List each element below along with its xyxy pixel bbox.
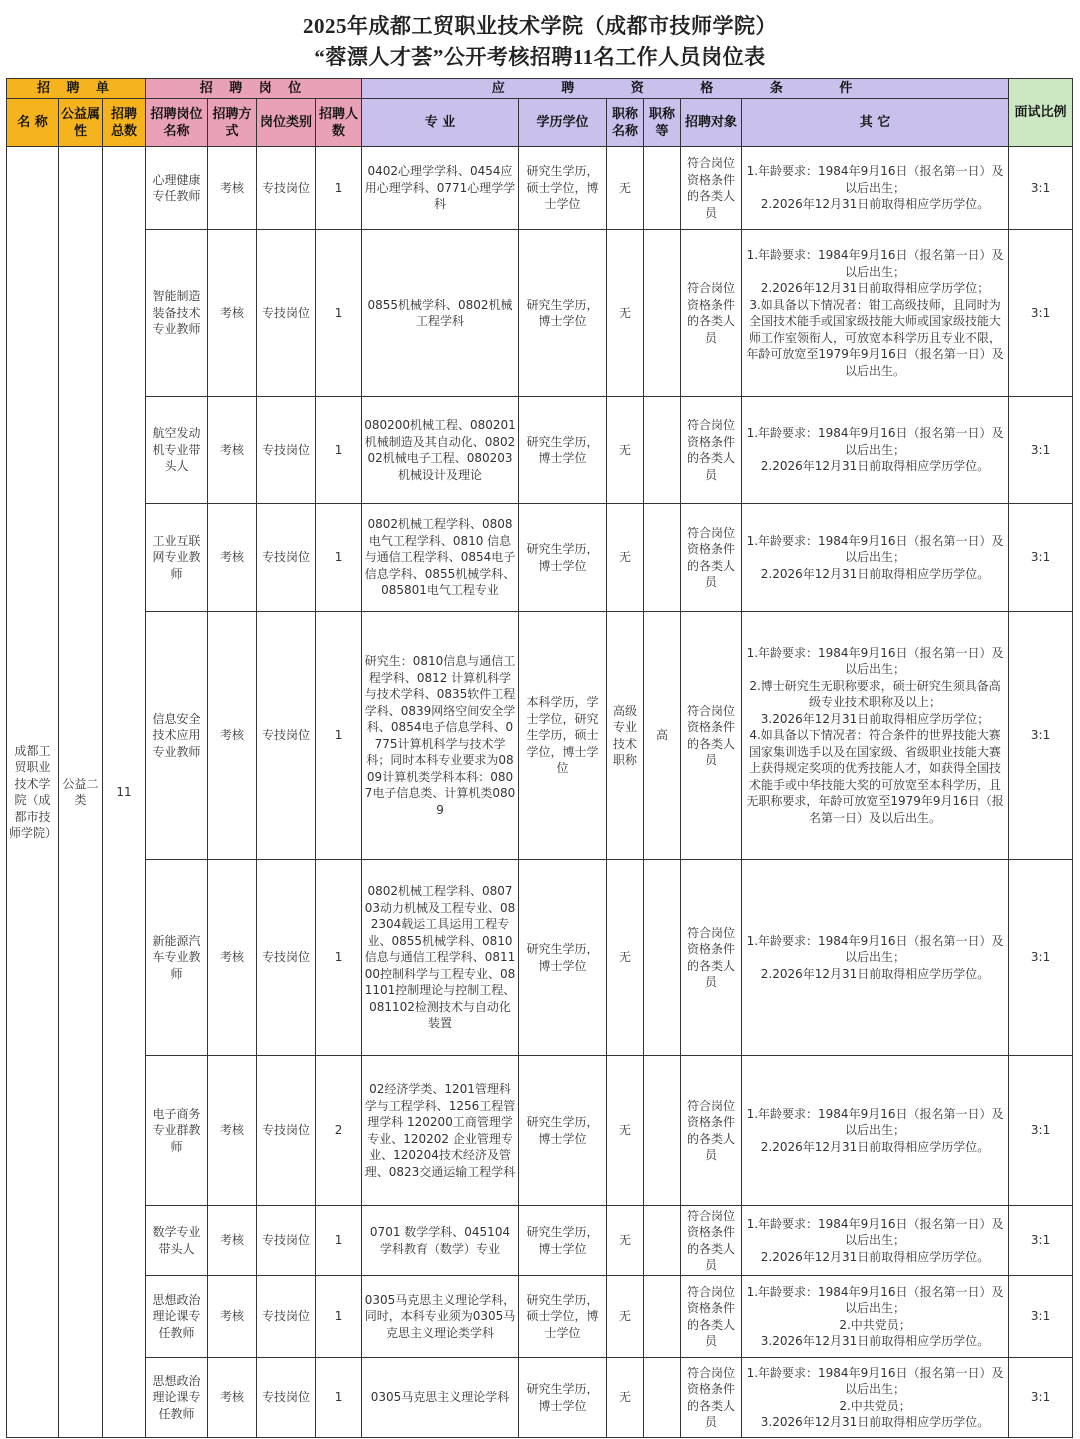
page-title	[0, 0, 1080, 78]
recruit-count: 1	[316, 147, 362, 230]
interview-ratio: 3:1	[1009, 1276, 1073, 1358]
requirement-item: 2.2026年12月31日前取得相应学历学位。	[760, 566, 990, 581]
title-level	[644, 1358, 681, 1438]
other-requirements	[742, 1206, 1009, 1276]
post-name: 新能源汽车专业教师	[146, 860, 208, 1056]
header-nature: 公益属性	[59, 99, 103, 147]
requirement-item: 1.年龄要求：1984年9月16日（报名第一日）及以后出生；	[746, 533, 1004, 565]
requirement-item: 1.年龄要求：1984年9月16日（报名第一日）及以后出生；	[746, 1284, 1004, 1315]
requirement-item: 1.年龄要求：1984年9月16日（报名第一日）及以后出生；	[746, 933, 1004, 965]
post-category: 专技岗位	[257, 860, 316, 1056]
degree-requirement: 本科学历，学士学位，研究生学历，硕士学位，博士学位	[519, 612, 607, 860]
header-count: 招聘人数	[316, 99, 362, 147]
title-name: 高级专业技术职称	[607, 612, 644, 860]
major-requirement: 0802机械工程学科、080703动力机械及工程专业、082304载运工具运用工程专业、0855机械学科、0810信息与通信工程学科、081100控制科学与工程专业、081101控制理论与控制工程、081102检测技术与自动化装置	[362, 860, 519, 1056]
degree-requirement: 研究生学历，博士学位	[519, 1358, 607, 1438]
recruit-method: 考核	[208, 397, 257, 504]
title-name: 无	[607, 230, 644, 397]
major-requirement: 0305马克思主义理论学科，同时，本科专业须为0305马克思主义理论类学科	[362, 1276, 519, 1358]
post-category: 专技岗位	[257, 147, 316, 230]
post-name: 心理健康专任教师	[146, 147, 208, 230]
title-level	[644, 147, 681, 230]
title-name: 无	[607, 1276, 644, 1358]
header-post-name: 招聘岗位名称	[146, 99, 208, 147]
requirement-item: 2.2026年12月31日前取得相应学历学位。	[760, 459, 990, 474]
group-header-post: 招 聘 岗 位	[146, 79, 362, 99]
title-name: 无	[607, 147, 644, 230]
post-name: 数学专业带头人	[146, 1206, 208, 1276]
requirement-item: 1.年龄要求：1984年9月16日（报名第一日）及以后出生；	[746, 1365, 1004, 1396]
requirement-item: 1.年龄要求：1984年9月16日（报名第一日）及以后出生；	[746, 248, 1004, 279]
post-category: 专技岗位	[257, 397, 316, 504]
degree-requirement: 研究生学历，博士学位	[519, 230, 607, 397]
header-title-name: 职称名称	[607, 99, 644, 147]
requirement-item: 2.2026年12月31日前取得相应学历学位。	[760, 1249, 990, 1264]
recruit-target: 符合岗位资格条件的各类人员	[681, 1056, 742, 1206]
recruit-count: 1	[316, 612, 362, 860]
interview-ratio: 3:1	[1009, 1056, 1073, 1206]
degree-requirement: 研究生学历，博士学位	[519, 1056, 607, 1206]
unit-total: 11	[103, 147, 146, 1438]
other-requirements	[742, 612, 1009, 860]
unit-nature: 公益二类	[59, 147, 103, 1438]
other-requirements	[742, 1358, 1009, 1438]
post-name: 工业互联网专业教师	[146, 504, 208, 612]
degree-requirement: 研究生学历，硕士学位，博士学位	[519, 147, 607, 230]
other-requirements	[742, 397, 1009, 504]
interview-ratio: 3:1	[1009, 147, 1073, 230]
interview-ratio: 3:1	[1009, 1358, 1073, 1438]
major-requirement: 0305马克思主义理论学科	[362, 1358, 519, 1438]
major-requirement: 0855机械学科、0802机械工程学科	[362, 230, 519, 397]
recruit-count: 1	[316, 1206, 362, 1276]
requirement-item: 2.2026年12月31日前取得相应学历学位；	[760, 281, 990, 295]
recruit-method: 考核	[208, 860, 257, 1056]
requirement-item: 1.年龄要求：1984年9月16日（报名第一日）及以后出生；	[746, 1216, 1004, 1248]
header-target: 招聘对象	[681, 99, 742, 147]
title-name: 无	[607, 504, 644, 612]
recruit-target: 符合岗位资格条件的各类人员	[681, 860, 742, 1056]
title-name: 无	[607, 1358, 644, 1438]
post-name: 思想政治理论课专任教师	[146, 1358, 208, 1438]
recruit-count: 1	[316, 1358, 362, 1438]
header-interview-ratio: 面试比例	[1009, 79, 1073, 147]
table-row	[7, 612, 1073, 860]
major-requirement: 研究生：0810信息与通信工程学科、0812 计算机科学与技术学科、0835软件工程学科、0839网络空间安全学科、0854电子信息学科、0775计算机科学与技术学科；同时本科专业要求为0809计算机类学科本科：0807电子信息类、计算机类0809	[362, 612, 519, 860]
title-level	[644, 397, 681, 504]
unit-name: 成都工贸职业技术学院（成都市技师学院）	[7, 147, 59, 1438]
major-requirement: 0701 数学学科、045104学科教育（数学）专业	[362, 1206, 519, 1276]
title-level	[644, 1206, 681, 1276]
header-title-level: 职称等	[644, 99, 681, 147]
recruit-method: 考核	[208, 612, 257, 860]
requirement-item: 3.2026年12月31日前取得相应学历学位。	[760, 1334, 990, 1348]
degree-requirement: 研究生学历，博士学位	[519, 397, 607, 504]
major-requirement: 080200机械工程、080201机械制造及其自动化、080202机械电子工程、080203机械设计及理论	[362, 397, 519, 504]
post-category: 专技岗位	[257, 1056, 316, 1206]
post-category: 专技岗位	[257, 504, 316, 612]
title-level	[644, 230, 681, 397]
header-name: 名 称	[7, 99, 59, 147]
header-other: 其 它	[742, 99, 1009, 147]
recruit-target: 符合岗位资格条件的各类人员	[681, 1206, 742, 1276]
recruit-method: 考核	[208, 230, 257, 397]
recruit-target: 符合岗位资格条件的各类人员	[681, 504, 742, 612]
header-category: 岗位类别	[257, 99, 316, 147]
post-name: 电子商务专业群教师	[146, 1056, 208, 1206]
post-name: 智能制造装备技术专业教师	[146, 230, 208, 397]
header-degree: 学历学位	[519, 99, 607, 147]
requirement-item: 1.年龄要求：1984年9月16日（报名第一日）及以后出生；	[746, 1106, 1004, 1138]
requirement-item: 2.博士研究生无职称要求，硕士研究生须具备高级专业技术职称及以上；	[749, 678, 1001, 710]
recruit-count: 1	[316, 397, 362, 504]
major-requirement: 02经济学类、1201管理科学与工程学科、1256工程管理学科 120200工商管理学专业、120202 企业管理专业、120204技术经济及管理、0823交通运输工程学科	[362, 1056, 519, 1206]
major-requirement: 0402心理学学科、0454应用心理学科、0771心理学学科	[362, 147, 519, 230]
recruit-target: 符合岗位资格条件的各类人员	[681, 147, 742, 230]
interview-ratio: 3:1	[1009, 230, 1073, 397]
requirement-item: 2.2026年12月31日前取得相应学历学位。	[760, 197, 990, 212]
recruit-target: 符合岗位资格条件的各类人员	[681, 397, 742, 504]
recruit-method: 考核	[208, 1206, 257, 1276]
other-requirements	[742, 1276, 1009, 1358]
title-level	[644, 504, 681, 612]
other-requirements	[742, 860, 1009, 1056]
table-row	[7, 1276, 1073, 1358]
title-level	[644, 1276, 681, 1358]
table-row	[7, 1206, 1073, 1276]
table-row	[7, 860, 1073, 1056]
requirement-item: 3.2026年12月31日前取得相应学历学位；	[760, 711, 990, 726]
requirement-item: 1.年龄要求：1984年9月16日（报名第一日）及以后出生；	[746, 426, 1004, 457]
requirement-item: 1.年龄要求：1984年9月16日（报名第一日）及以后出生；	[746, 645, 1004, 677]
other-requirements	[742, 504, 1009, 612]
table-row	[7, 1358, 1073, 1438]
table-row	[7, 147, 1073, 230]
recruit-target: 符合岗位资格条件的各类人员	[681, 1358, 742, 1438]
group-header-unit: 招 聘 单	[7, 79, 146, 99]
post-category: 专技岗位	[257, 1206, 316, 1276]
major-requirement: 0802机械工程学科、0808 电气工程学科、0810 信息与通信工程学科、0854电子信息学科、0855机械学科、085801电气工程专业	[362, 504, 519, 612]
requirement-item: 2.中共党员；	[839, 1398, 911, 1413]
recruit-count: 1	[316, 504, 362, 612]
other-requirements	[742, 230, 1009, 397]
positions-table	[6, 78, 1073, 1438]
recruit-method: 考核	[208, 504, 257, 612]
other-requirements	[742, 147, 1009, 230]
post-category: 专技岗位	[257, 1358, 316, 1438]
requirement-item: 2.2026年12月31日前取得相应学历学位。	[760, 966, 990, 981]
header-major: 专 业	[362, 99, 519, 147]
title-name: 无	[607, 397, 644, 504]
title-level	[644, 860, 681, 1056]
interview-ratio: 3:1	[1009, 612, 1073, 860]
post-category: 专技岗位	[257, 230, 316, 397]
title-name: 无	[607, 1056, 644, 1206]
title-line-1: 2025年成都工贸职业技术学院（成都市技师学院）	[303, 14, 777, 38]
header-method: 招聘方式	[208, 99, 257, 147]
recruit-count: 1	[316, 230, 362, 397]
other-requirements	[742, 1056, 1009, 1206]
table-row	[7, 1056, 1073, 1206]
degree-requirement: 研究生学历，博士学位	[519, 1206, 607, 1276]
header-total: 招聘总数	[103, 99, 146, 147]
post-name: 航空发动机专业带头人	[146, 397, 208, 504]
title-level	[644, 1056, 681, 1206]
interview-ratio: 3:1	[1009, 1206, 1073, 1276]
recruit-method: 考核	[208, 1056, 257, 1206]
post-name: 思想政治理论课专任教师	[146, 1276, 208, 1358]
requirement-item: 3.2026年12月31日前取得相应学历学位。	[760, 1415, 990, 1429]
requirement-item: 3.如具备以下情况者：钳工高级技师，且同时为全国技术能手或国家级技能大师或国家级技能大师工作室领衔人，可放宽本科学历且专业不限，年龄可放宽至1979年9月16日（报名第一日）及以后出生。	[746, 297, 1004, 378]
recruit-count: 2	[316, 1056, 362, 1206]
recruit-method: 考核	[208, 147, 257, 230]
title-name: 无	[607, 1206, 644, 1276]
title-name: 无	[607, 860, 644, 1056]
requirement-item: 2.2026年12月31日前取得相应学历学位。	[760, 1139, 990, 1154]
requirement-item: 2.中共党员；	[839, 1317, 911, 1332]
interview-ratio: 3:1	[1009, 504, 1073, 612]
degree-requirement: 研究生学历，博士学位	[519, 860, 607, 1056]
post-name: 信息安全技术应用专业教师	[146, 612, 208, 860]
post-category: 专技岗位	[257, 612, 316, 860]
recruit-target: 符合岗位资格条件的各类人员	[681, 1276, 742, 1358]
table-row	[7, 397, 1073, 504]
table-row	[7, 504, 1073, 612]
interview-ratio: 3:1	[1009, 397, 1073, 504]
degree-requirement: 研究生学历，博士学位	[519, 504, 607, 612]
title-level: 高	[644, 612, 681, 860]
recruit-target: 符合岗位资格条件的各类人员	[681, 612, 742, 860]
recruit-method: 考核	[208, 1358, 257, 1438]
recruit-target: 符合岗位资格条件的各类人员	[681, 230, 742, 397]
degree-requirement: 研究生学历，硕士学位，博士学位	[519, 1276, 607, 1358]
recruit-count: 1	[316, 1276, 362, 1358]
title-line-2: “蓉漂人才荟”公开考核招聘11名工作人员岗位表	[314, 45, 766, 69]
group-header-conditions: 应 聘 资 格 条 件	[362, 79, 1009, 99]
table-row	[7, 230, 1073, 397]
interview-ratio: 3:1	[1009, 860, 1073, 1056]
recruit-method: 考核	[208, 1276, 257, 1358]
requirement-item: 4.如具备以下情况者：符合条件的世界技能大赛国家集训选手以及在国家级、省级职业技能大赛上获得规定奖项的优秀技能人才，如获得全国技术能手或中华技能大奖的可放宽至本科学历，且无职称要求，年龄可放宽至1979年9月16日（报名第一日）及以后出生。	[746, 728, 1004, 825]
requirement-item: 1.年龄要求：1984年9月16日（报名第一日）及以后出生；	[746, 164, 1004, 195]
recruit-count: 1	[316, 860, 362, 1056]
post-category: 专技岗位	[257, 1276, 316, 1358]
